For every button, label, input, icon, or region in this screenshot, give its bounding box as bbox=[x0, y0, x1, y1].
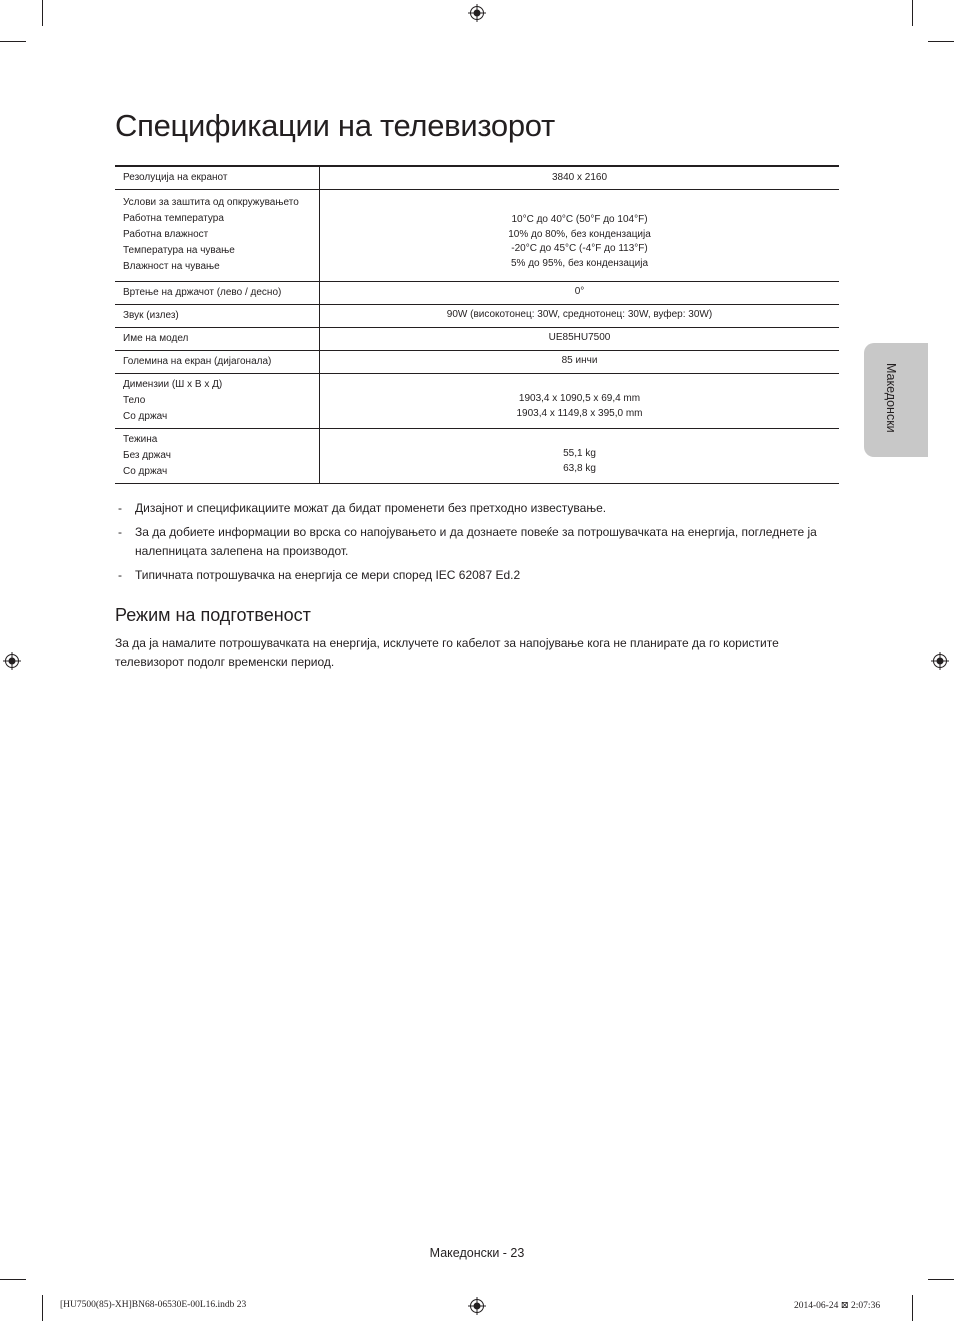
spec-value: 3840 x 2160 bbox=[320, 166, 840, 189]
crop-mark bbox=[912, 1295, 913, 1321]
language-side-tab bbox=[864, 343, 928, 457]
spec-value: 1903,4 x 1090,5 x 69,4 mm 1903,4 x 1149,8 x 395,0 mm bbox=[320, 373, 840, 428]
section-heading: Режим на подготвеност bbox=[115, 605, 311, 625]
section-paragraph: За да ја намалите потрошувачката на енергија, исклучете го кабелот за напојување кога не планирате да го користите телевизорот подолг временски период. bbox=[115, 636, 779, 669]
crop-mark bbox=[42, 1295, 43, 1321]
registration-mark-icon bbox=[931, 652, 949, 670]
spec-label: Звук (излез) bbox=[115, 304, 320, 327]
registration-mark-icon bbox=[468, 4, 486, 22]
registration-mark-icon bbox=[3, 652, 21, 670]
crop-mark bbox=[928, 1279, 954, 1280]
crop-mark bbox=[0, 41, 26, 42]
registration-mark-icon bbox=[468, 1297, 486, 1315]
page-title: Спецификации на телевизорот bbox=[115, 108, 555, 143]
table-row bbox=[115, 327, 839, 350]
table-row bbox=[115, 428, 839, 483]
table-row bbox=[115, 373, 839, 428]
crop-mark bbox=[42, 0, 43, 26]
list-item: - Дизајнот и спецификациите можат да бидат променети без претходно известување. bbox=[115, 499, 839, 518]
table-row bbox=[115, 304, 839, 327]
table-row bbox=[115, 166, 839, 189]
spec-label: Услови за заштита од опкружувањето Работна температура Работна влажност Температура на чување Влажност на чување bbox=[115, 189, 320, 281]
list-dash: - bbox=[118, 568, 122, 582]
table-row bbox=[115, 189, 839, 281]
spec-value: 90W (високотонец: 30W, среднотонец: 30W, вуфер: 30W) bbox=[320, 304, 840, 327]
crop-mark bbox=[0, 1279, 26, 1280]
list-dash: - bbox=[118, 525, 122, 539]
table-row bbox=[115, 350, 839, 373]
spec-label: Резолуција на екранот bbox=[115, 166, 320, 189]
spec-label: Големина на екран (дијагонала) bbox=[115, 350, 320, 373]
side-tab-label: Македонски bbox=[884, 363, 898, 433]
notes-list bbox=[115, 499, 839, 590]
spec-value: 55,1 kg 63,8 kg bbox=[320, 428, 840, 483]
crop-mark bbox=[928, 41, 954, 42]
spec-label: Име на модел bbox=[115, 327, 320, 350]
table-row bbox=[115, 281, 839, 304]
print-slug: [HU7500(85)-XH]BN68-06530E-00L16.indb 23 bbox=[60, 1300, 247, 1310]
spec-value: 0° bbox=[320, 281, 840, 304]
spec-value: 10°C до 40°C (50°F до 104°F) 10% до 80%, без кондензација -20°C до 45°C (-4°F до 113°F) 5% до 95%, без кондензација bbox=[320, 189, 840, 281]
list-item: - За да добиете информации во врска со напојувањето и да дознаете повеќе за потрошувачката на енергија, погледнете ја налепницата залепена на производот. bbox=[118, 525, 817, 558]
list-item: - Типичната потрошувачка на енергија се мери според IEC 62087 Ed.2 bbox=[115, 566, 839, 585]
list-dash: - bbox=[118, 501, 122, 515]
spec-value: UE85HU7500 bbox=[320, 327, 840, 350]
crop-mark bbox=[912, 0, 913, 26]
spec-table bbox=[115, 165, 839, 484]
spec-label: Димензии (Ш x В x Д) Тело Со држач bbox=[115, 373, 320, 428]
spec-label: Вртење на држачот (лево / десно) bbox=[115, 281, 320, 304]
page-footer: Македонски - 23 bbox=[429, 1246, 525, 1260]
spec-value: 85 инчи bbox=[320, 350, 840, 373]
print-timestamp: 2014-06-24 ⊠ 2:07:36 bbox=[794, 1301, 881, 1311]
spec-label: Тежина Без држач Со држач bbox=[115, 428, 320, 483]
